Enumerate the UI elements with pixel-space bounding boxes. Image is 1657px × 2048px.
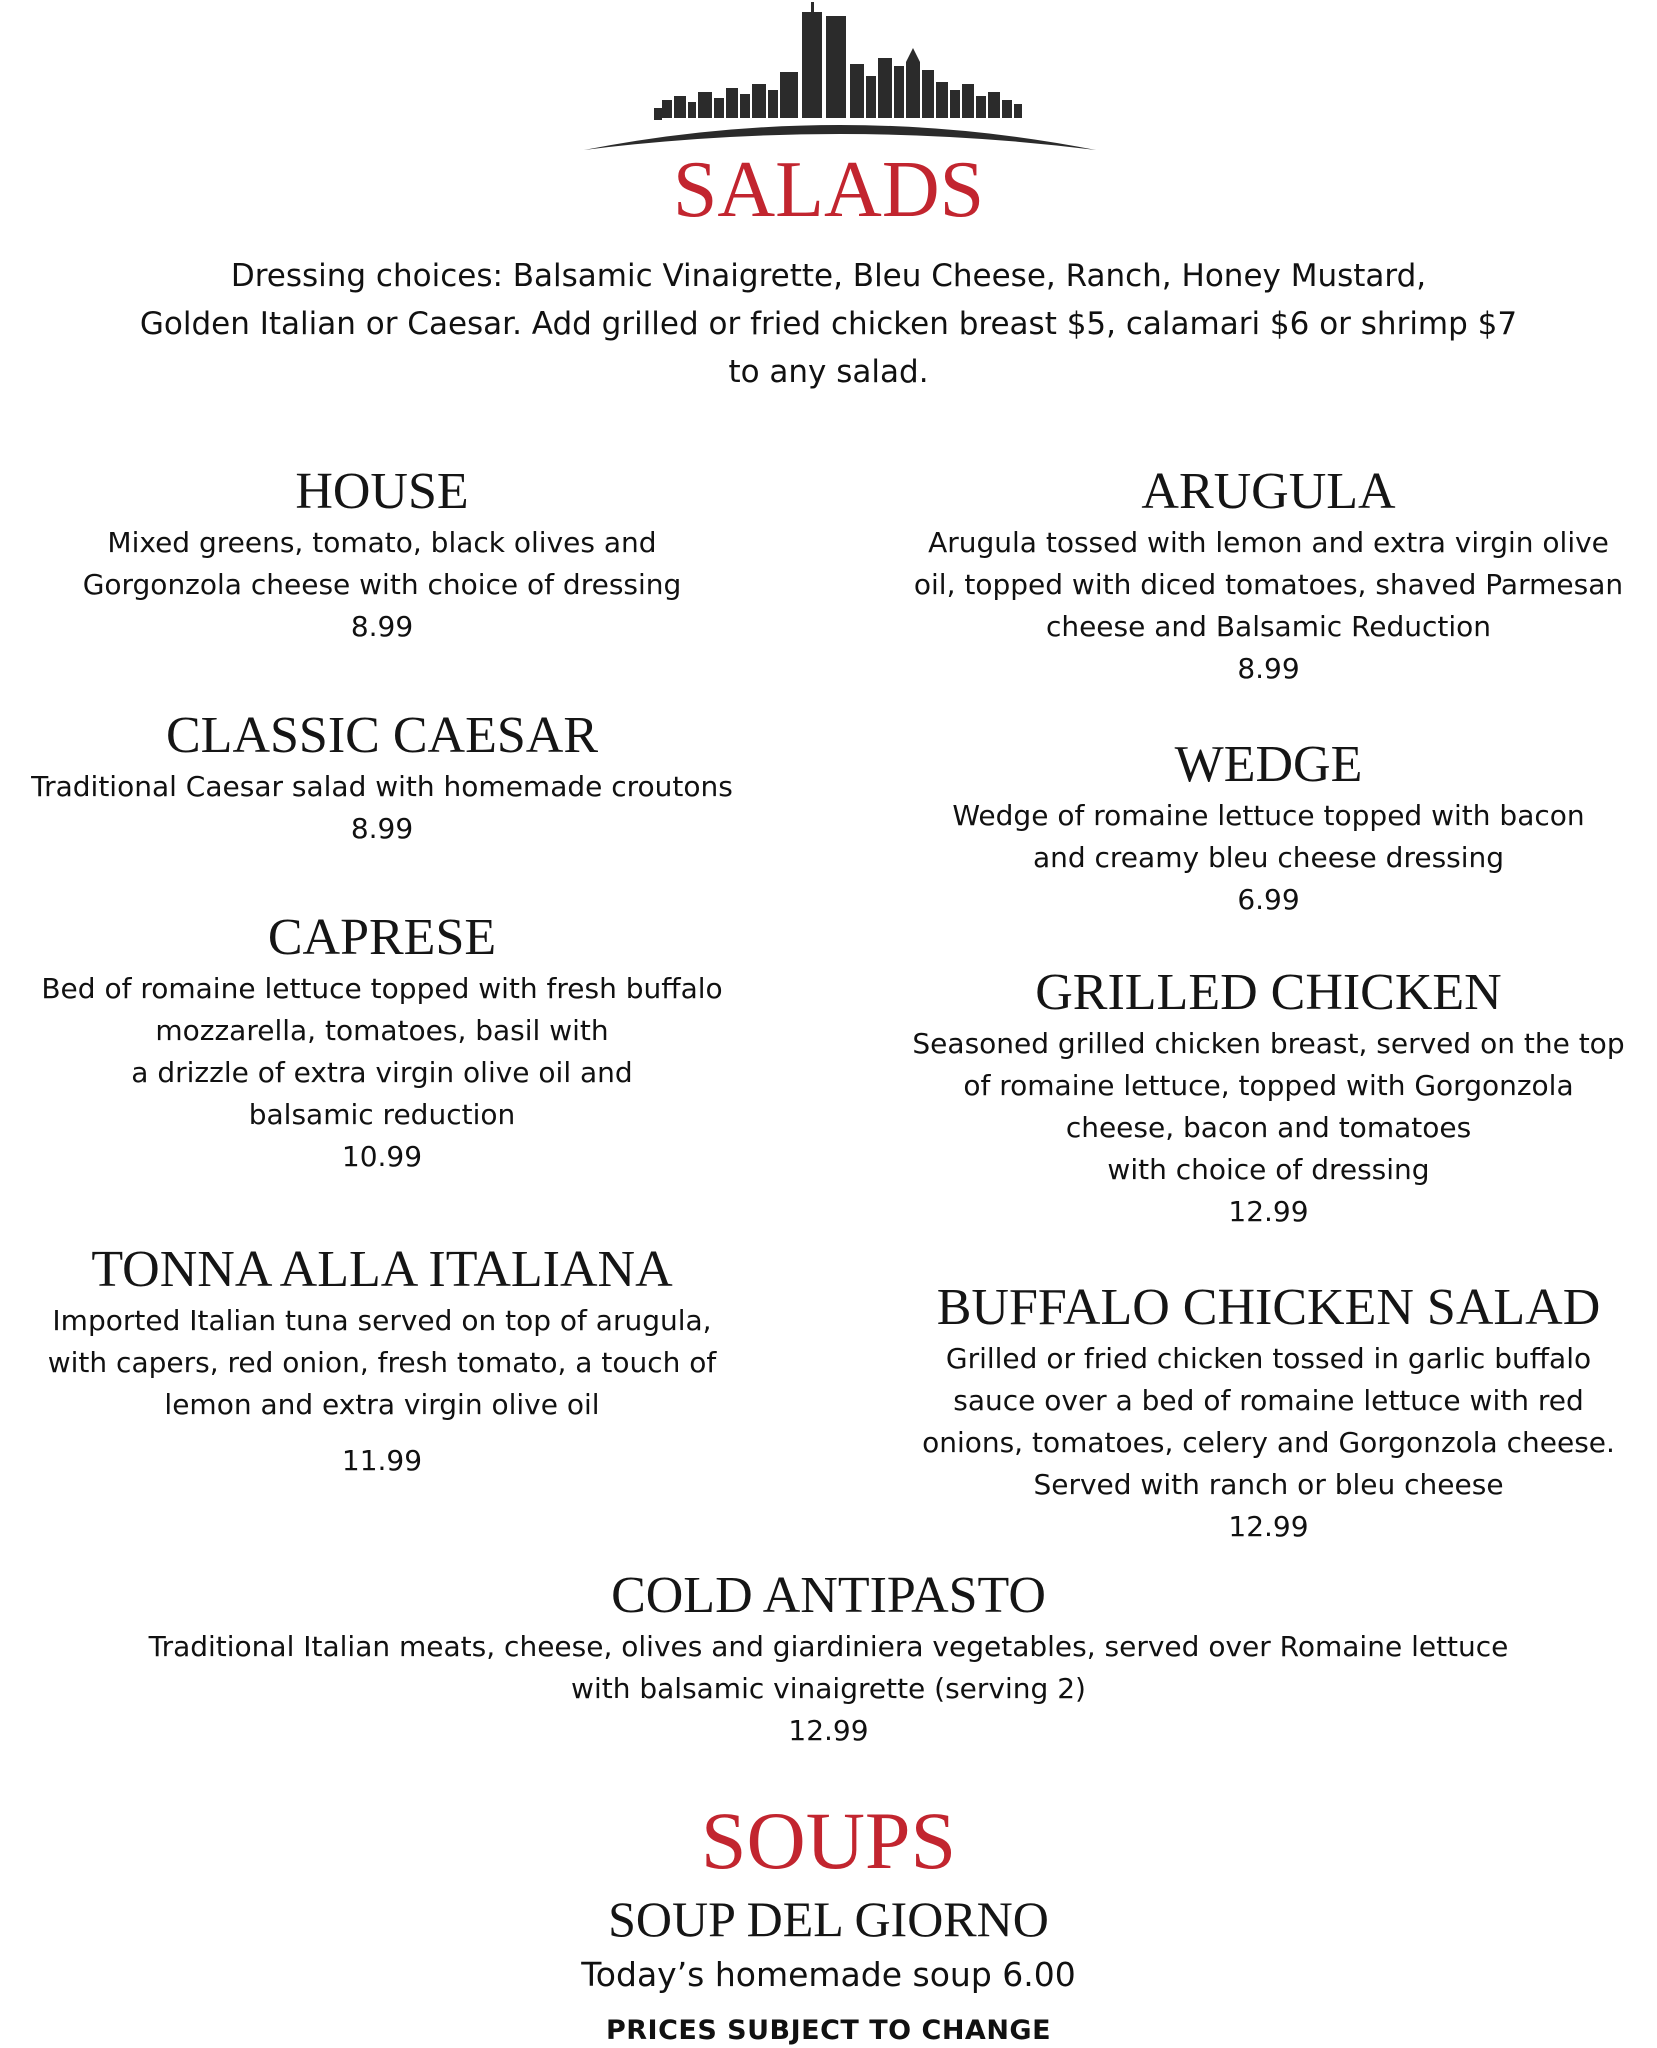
item-description: Today’s homemade soup 6.00 (581, 1955, 1076, 1994)
item-description: Seasoned grilled chicken breast, served on the top (912, 1027, 1625, 1060)
item-price: 12.99 (1228, 1195, 1309, 1228)
item-description: Arugula tossed with lemon and extra virgin olive (928, 526, 1609, 559)
item-description: Traditional Italian meats, cheese, olives and giardiniera vegetables, served over Romaine lettuce (148, 1630, 1509, 1663)
item-price: 8.99 (350, 610, 414, 643)
menu-item-buffalo-chicken-salad (880, 1278, 1657, 1548)
item-description: Traditional Caesar salad with homemade croutons (31, 770, 733, 803)
salads-heading: SALADS (672, 146, 985, 234)
item-description: of romaine lettuce, topped with Gorgonzola (963, 1069, 1574, 1102)
dressing-choices-intro (0, 252, 1657, 396)
intro-line: to any salad. (728, 354, 929, 390)
item-description: and creamy bleu cheese dressing (1032, 841, 1505, 874)
prices-disclaimer: PRICES SUBJECT TO CHANGE (605, 2015, 1052, 2046)
menu-item-tonna-alla-italiana (0, 1240, 764, 1482)
item-description: with balsamic vinaigrette (serving 2) (571, 1672, 1086, 1705)
item-price: 12.99 (1228, 1510, 1309, 1543)
menu-item-house (0, 462, 764, 648)
item-description: Bed of romaine lettuce topped with fresh buffalo (41, 972, 723, 1005)
soups-heading: SOUPS (700, 1795, 957, 1886)
item-description: Served with ranch or bleu cheese (1033, 1468, 1504, 1501)
item-name: CLASSIC CAESAR (166, 707, 598, 764)
item-price: 11.99 (341, 1444, 423, 1477)
item-description: cheese and Balsamic Reduction (1045, 610, 1492, 643)
menu-item-wedge (880, 735, 1657, 921)
item-price: 6.99 (1237, 883, 1300, 916)
item-name: HOUSE (295, 463, 469, 520)
item-description: a drizzle of extra virgin olive oil and (131, 1056, 633, 1089)
item-description: Grilled or fried chicken tossed in garlic buffalo (945, 1342, 1592, 1375)
item-description: cheese, bacon and tomatoes (1065, 1111, 1472, 1144)
item-price: 8.99 (1237, 652, 1300, 685)
item-description: onions, tomatoes, celery and Gorgonzola cheese. (922, 1426, 1615, 1459)
item-name: BUFFALO CHICKEN SALAD (936, 1279, 1601, 1336)
item-description: sauce over a bed of romaine lettuce with red (953, 1384, 1584, 1417)
item-description: with capers, red onion, fresh tomato, a touch of (47, 1346, 717, 1379)
intro-line: Golden Italian or Caesar. Add grilled or fried chicken breast $5, calamari $6 or shrimp $7 (139, 306, 1518, 342)
item-description: lemon and extra virgin olive oil (164, 1388, 600, 1421)
item-name: SOUP DEL GIORNO (608, 1891, 1049, 1947)
item-description: Wedge of romaine lettuce topped with bacon (952, 799, 1585, 832)
menu-item-arugula (880, 462, 1657, 690)
city-skyline-logo (580, 0, 1100, 158)
item-description: with choice of dressing (1107, 1153, 1430, 1186)
item-price: 8.99 (350, 812, 414, 845)
item-name: ARUGULA (1141, 463, 1396, 520)
item-name: COLD ANTIPASTO (611, 1567, 1046, 1624)
item-description: mozzarella, tomatoes, basil with (155, 1014, 609, 1047)
intro-line: Dressing choices: Balsamic Vinaigrette, Bleu Cheese, Ranch, Honey Mustard, (230, 258, 1427, 294)
item-name: CAPRESE (267, 909, 497, 966)
item-price: 10.99 (341, 1140, 423, 1173)
item-description: balsamic reduction (248, 1098, 516, 1131)
menu-item-caprese (0, 908, 764, 1178)
item-name: GRILLED CHICKEN (1035, 964, 1502, 1021)
menu-item-classic-caesar (0, 706, 764, 850)
menu-item-cold-antipasto (0, 1566, 1657, 1752)
menu-item-grilled-chicken (880, 963, 1657, 1233)
item-description: Gorgonzola cheese with choice of dressing (82, 568, 682, 601)
item-description: Imported Italian tuna served on top of arugula, (52, 1304, 712, 1337)
item-price: 12.99 (788, 1714, 869, 1747)
item-name: WEDGE (1174, 736, 1363, 793)
menu-item-soup-del-giorno (0, 1890, 1657, 2002)
item-name: TONNA ALLA ITALIANA (91, 1241, 673, 1298)
item-description: Mixed greens, tomato, black olives and (107, 526, 657, 559)
item-description: oil, topped with diced tomatoes, shaved Parmesan (913, 568, 1624, 601)
